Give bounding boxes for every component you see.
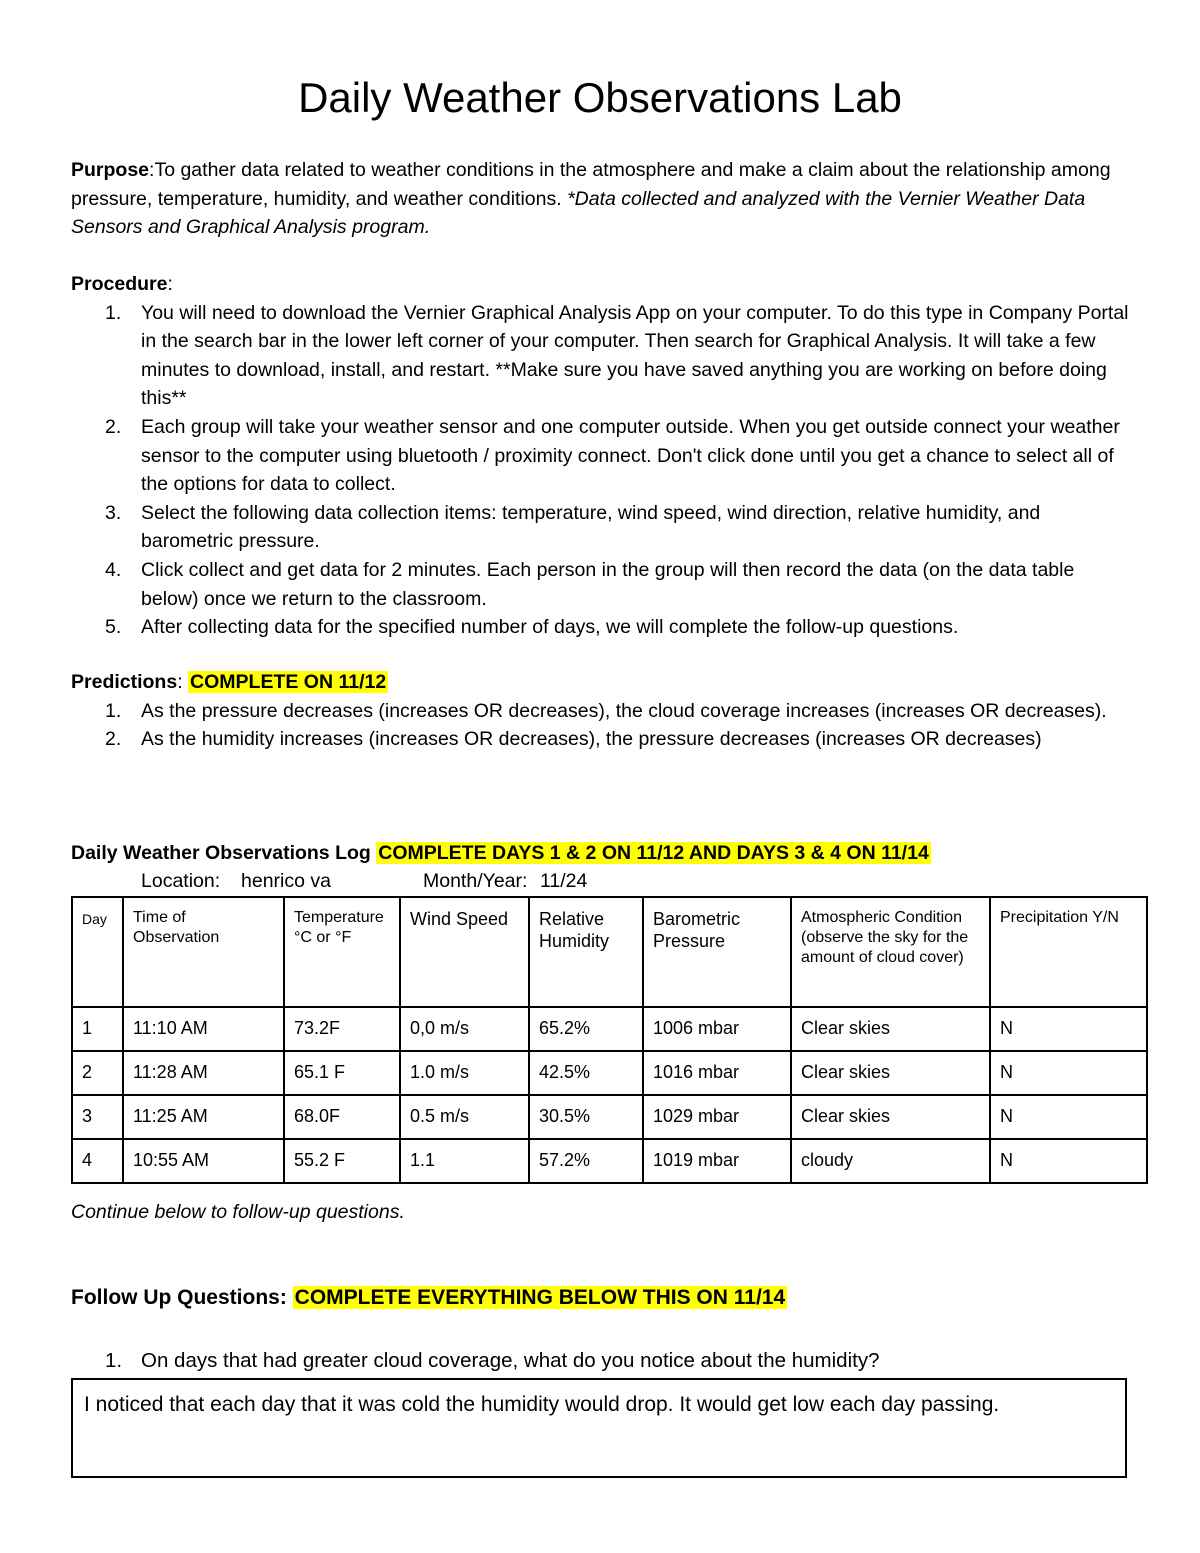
predictions-highlight: COMPLETE ON 11/12 [190, 671, 387, 693]
purpose-paragraph [71, 156, 1131, 242]
cell-humidity: 57.2% [529, 1139, 643, 1183]
cell-precipitation: N [990, 1095, 1147, 1139]
prediction-text: As the pressure decreases (increases OR decreases), the cloud coverage increases (increases OR decreases). [141, 699, 1107, 722]
followup-highlight: COMPLETE EVERYTHING BELOW THIS ON 11/14 [294, 1286, 786, 1309]
followup-list [71, 1347, 1131, 1376]
header-condition: Atmospheric Condition (observe the sky for the amount of cloud cover) [791, 897, 990, 1007]
cell-wind-speed: 1.1 [400, 1139, 529, 1183]
table-row [72, 1051, 1147, 1095]
cell-time: 11:28 AM [123, 1051, 284, 1095]
header-day: Day [72, 897, 123, 1007]
cell-wind-speed: 0.5 m/s [400, 1095, 529, 1139]
procedure-step-text: You will need to download the Vernier Graphical Analysis App on your computer. To do this type in Company Portal in the search bar in the lower left corner of your computer. Then search for Graphical Analysis. It will take a few minutes to download, install, and restart. **Make sure you have saved anything you are working on before doing this** [141, 301, 1129, 410]
cell-day: 2 [72, 1051, 123, 1095]
table-row [72, 1095, 1147, 1139]
observations-table [71, 896, 1148, 1184]
cell-condition: Clear skies [791, 1051, 990, 1095]
procedure-step: 5. After collecting data for the specified number of days, we will complete the follow-up questions. [105, 616, 959, 639]
predictions-label: Predictions [71, 671, 178, 693]
log-heading [71, 839, 1131, 868]
procedure-step-text: After collecting data for the specified number of days, we will complete the follow-up questions. [141, 616, 959, 639]
cell-humidity: 30.5% [529, 1095, 643, 1139]
cell-day: 4 [72, 1139, 123, 1183]
header-humidity: Relative Humidity [529, 897, 643, 1007]
cell-pressure: 1006 mbar [643, 1007, 791, 1051]
cell-time: 10:55 AM [123, 1139, 284, 1183]
predictions-colon: : [177, 671, 189, 693]
location-label: Location: [141, 870, 221, 892]
purpose-text: :To gather data related to weather conditions in the atmosphere and make a claim about the relationship among pressure, temperature, humidity, and weather conditions. [71, 159, 1111, 210]
header-pressure: Barometric Pressure [643, 897, 791, 1007]
purpose-note: *Data collected and analyzed with the Vernier Weather Data Sensors and Graphical Analysis program. [71, 187, 1086, 239]
followup-heading [71, 1284, 1131, 1313]
cell-day: 3 [72, 1095, 123, 1139]
cell-humidity: 65.2% [529, 1007, 643, 1051]
question-text: On days that had greater cloud coverage, what do you notice about the humidity? [141, 1349, 880, 1372]
cell-condition: Clear skies [791, 1095, 990, 1139]
log-label: Daily Weather Observations Log [71, 842, 371, 864]
cell-condition: Clear skies [791, 1007, 990, 1051]
cell-temperature: 65.1 F [284, 1051, 400, 1095]
cell-time: 11:25 AM [123, 1095, 284, 1139]
table-header-row [72, 897, 1147, 1007]
cell-humidity: 42.5% [529, 1051, 643, 1095]
cell-time: 11:10 AM [123, 1007, 284, 1051]
cell-condition: cloudy [791, 1139, 990, 1183]
table-row [72, 1007, 1147, 1051]
procedure-step: 3. Select the following data collection items: temperature, wind speed, wind direction, relative humidity, and barometric pressure. [105, 501, 1041, 553]
procedure-step-text: Each group will take your weather sensor and one computer outside. When you get outside connect your weather sensor to the computer using bluetooth / proximity connect. Don't click done until you get a chance to select all of the options for data to collect. [141, 415, 1120, 496]
cell-temperature: 73.2F [284, 1007, 400, 1051]
cell-pressure: 1029 mbar [643, 1095, 791, 1139]
cell-pressure: 1019 mbar [643, 1139, 791, 1183]
month-year-label: Month/Year: [423, 870, 528, 892]
cell-day: 1 [72, 1007, 123, 1051]
question-item: 1. On days that had greater cloud coverage, what do you notice about the humidity? [105, 1349, 880, 1372]
followup-label: Follow Up Questions: [71, 1286, 293, 1309]
procedure-step: 1. You will need to download the Vernier Graphical Analysis App on your computer. To do this type in Company Portal in the search bar in the lower left corner of your computer. Then search for Graphical Analysis. It will take a few minutes to download, install, and restart. **Make sure you have saved anything you are working on before doing this** [105, 301, 1129, 410]
page-title: Daily Weather Observations Lab [298, 74, 902, 121]
cell-precipitation: N [990, 1007, 1147, 1051]
cell-wind-speed: 0,0 m/s [400, 1007, 529, 1051]
procedure-step: 2. Each group will take your weather sensor and one computer outside. When you get outside connect your weather sensor to the computer using bluetooth / proximity connect. Don't click done until you get a chance to select all of the options for data to collect. [105, 415, 1120, 496]
prediction-text: As the humidity increases (increases OR decreases), the pressure decreases (increases OR decreases) [141, 728, 1042, 751]
cell-temperature: 68.0F [284, 1095, 400, 1139]
answer-text: I noticed that each day that it was cold the humidity would drop. It would get low each day passing. [84, 1393, 1000, 1416]
cell-temperature: 55.2 F [284, 1139, 400, 1183]
procedure-step-text: Click collect and get data for 2 minutes. Each person in the group will then record the data (on the data table below) once we return to the classroom. [141, 558, 1075, 610]
procedure-step-text: Select the following data collection items: temperature, wind speed, wind direction, relative humidity, and barometric pressure. [141, 501, 1041, 553]
table-row [72, 1139, 1147, 1183]
followup-question [71, 1347, 1131, 1376]
prediction-item: 1. As the pressure decreases (increases OR decreases), the cloud coverage increases (increases OR decreases). [105, 699, 1107, 722]
procedure-steps [71, 299, 1131, 642]
prediction-item: 2. As the humidity increases (increases OR decreases), the pressure decreases (increases OR decreases) [105, 728, 1042, 751]
procedure-section [71, 270, 1131, 642]
header-wind-speed: Wind Speed [400, 897, 529, 1007]
cell-pressure: 1016 mbar [643, 1051, 791, 1095]
predictions-section [71, 668, 1131, 754]
procedure-step: 4. Click collect and get data for 2 minutes. Each person in the group will then record the data (on the data table below) once we return to the classroom. [105, 558, 1075, 610]
cell-precipitation: N [990, 1139, 1147, 1183]
continue-note: Continue below to follow-up questions. [71, 1201, 405, 1223]
answer-box[interactable] [71, 1378, 1127, 1478]
predictions-list [71, 697, 1131, 754]
cell-precipitation: N [990, 1051, 1147, 1095]
cell-wind-speed: 1.0 m/s [400, 1051, 529, 1095]
month-year-value: 11/24 [540, 870, 588, 892]
purpose-label: Purpose [71, 159, 150, 181]
header-temperature: Temperature °C or °F [284, 897, 400, 1007]
procedure-label: Procedure [71, 273, 168, 295]
log-highlight: COMPLETE DAYS 1 & 2 ON 11/12 AND DAYS 3 & 4 ON 11/14 [378, 842, 929, 864]
header-time: Time of Observation [123, 897, 284, 1007]
procedure-colon: : [167, 273, 173, 295]
location-value: henrico va [241, 870, 331, 892]
header-precipitation: Precipitation Y/N [990, 897, 1147, 1007]
